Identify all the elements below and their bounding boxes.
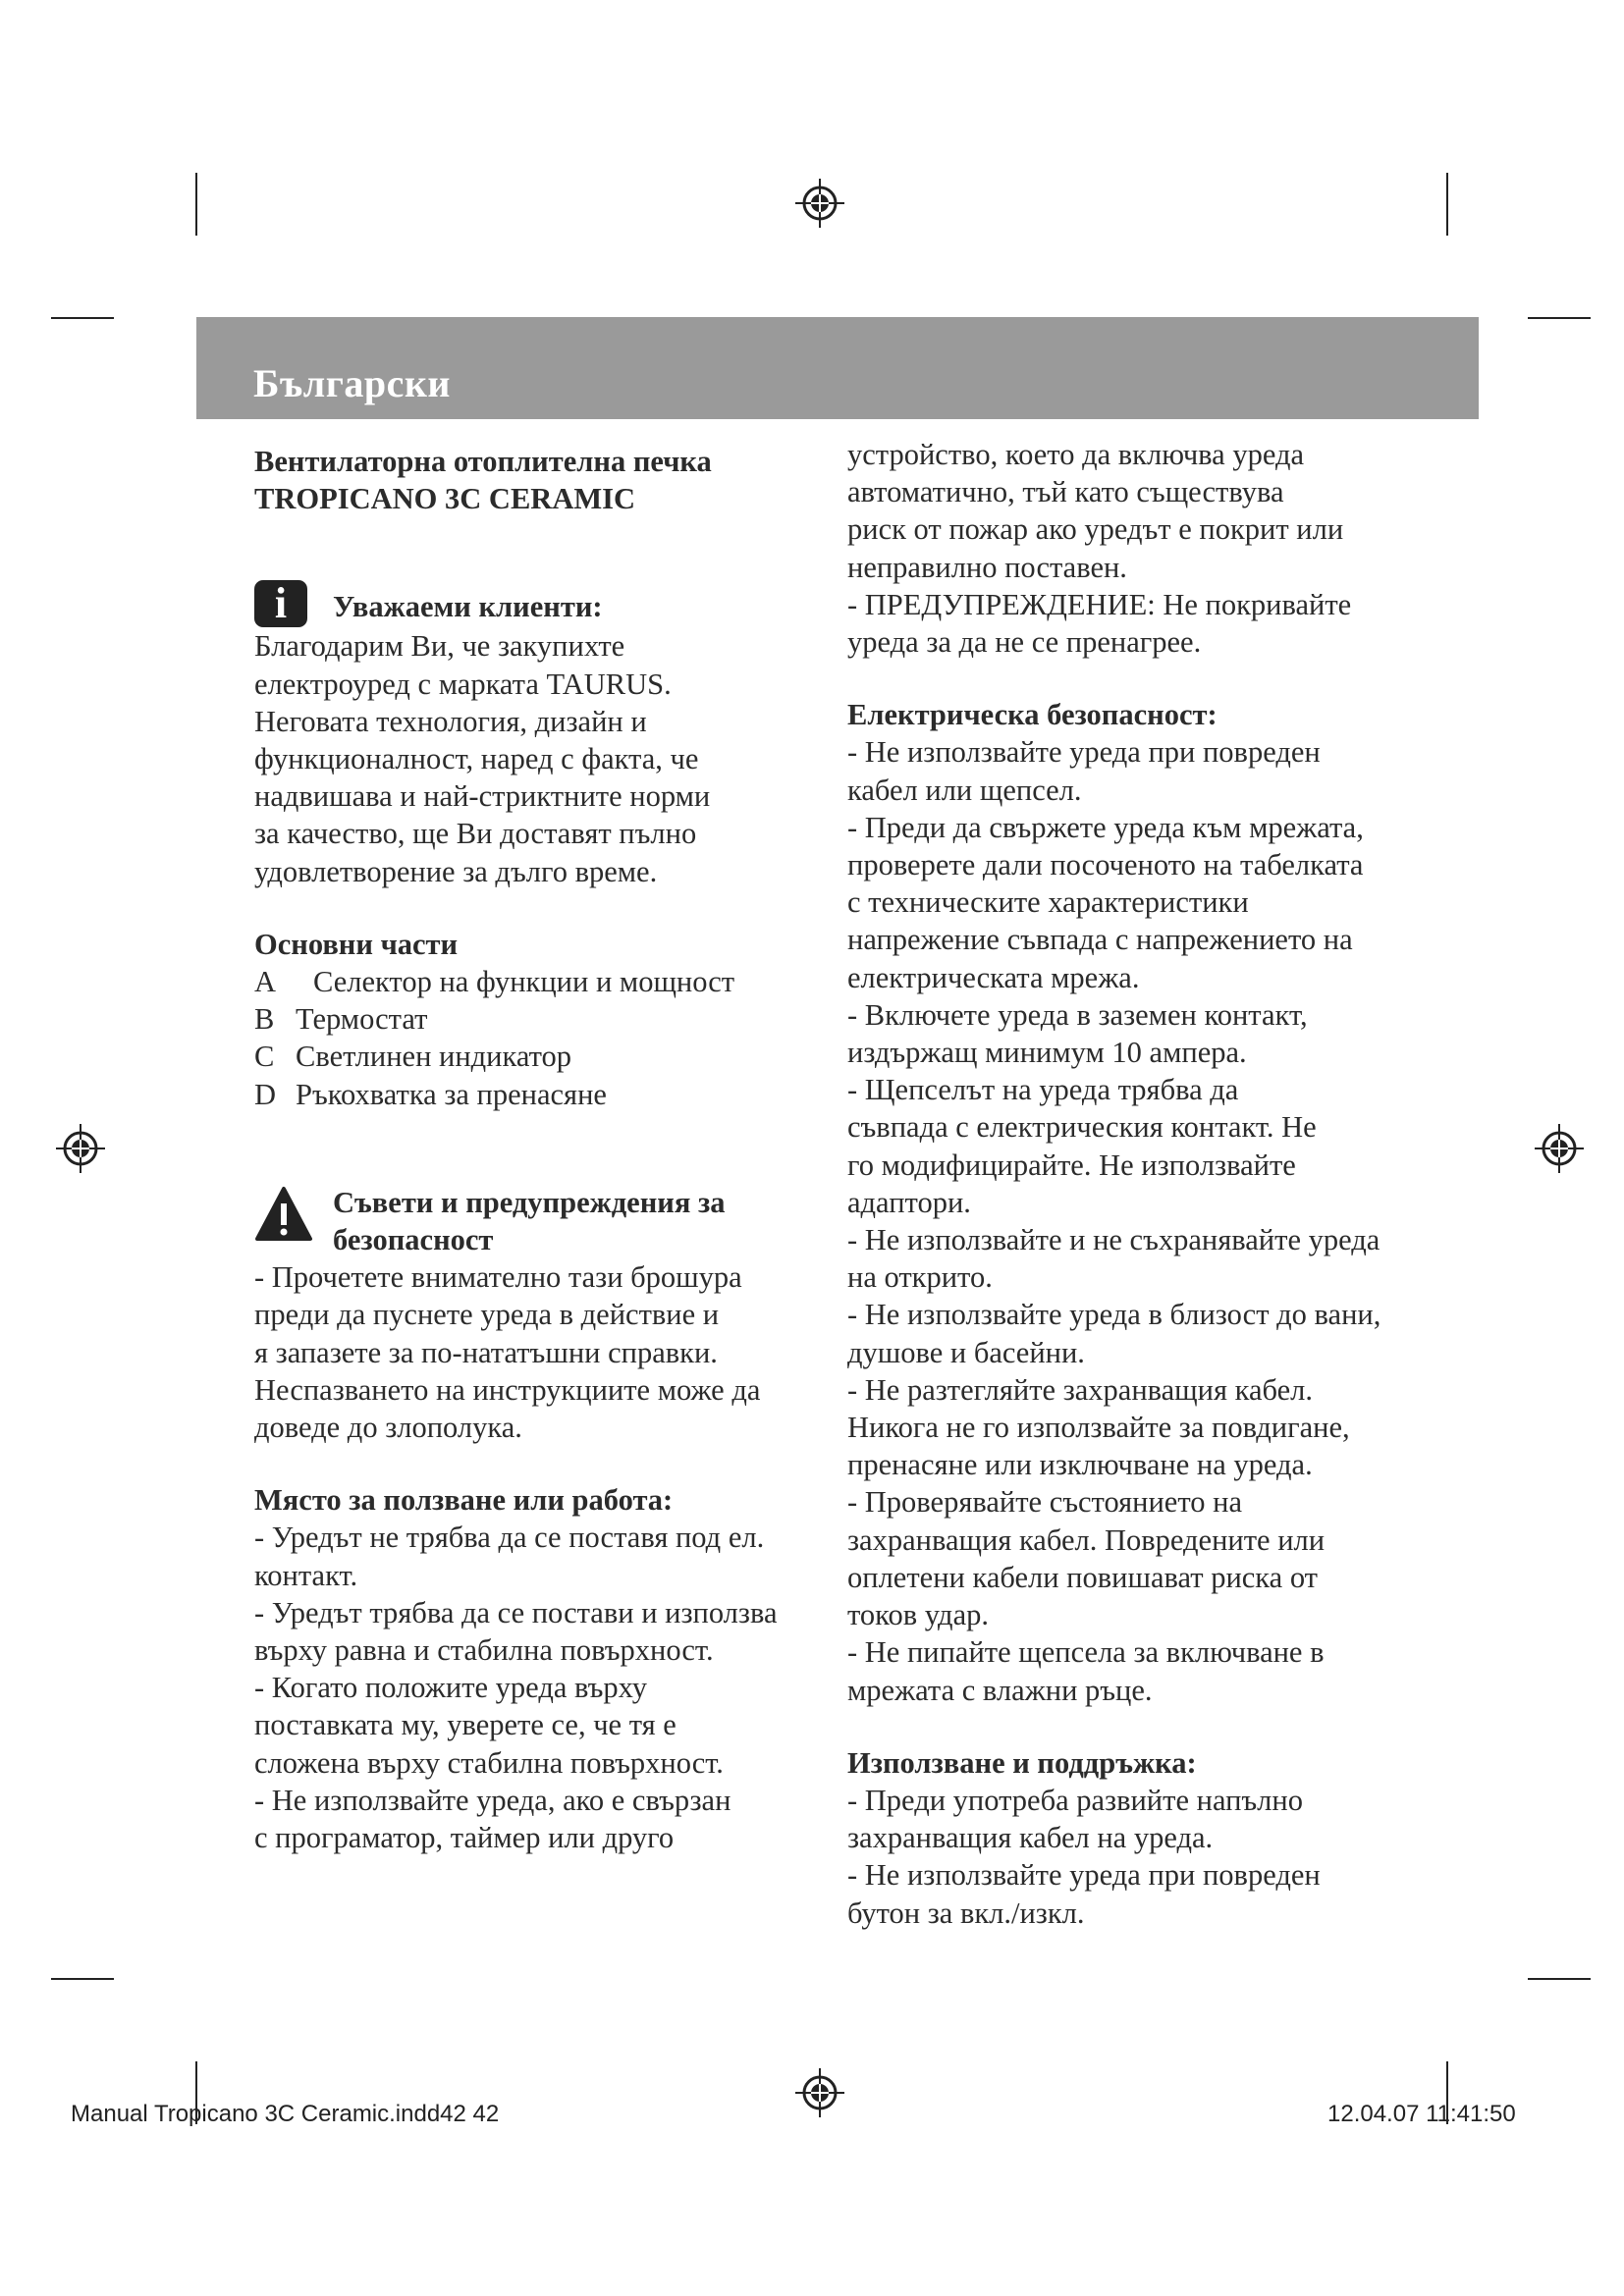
text-line: - Не използвайте уреда при повреден xyxy=(847,1858,1321,1893)
text-line: - Не използвайте уреда при повреден xyxy=(847,735,1321,770)
safety-text xyxy=(254,1258,804,1446)
part-letter: D xyxy=(254,1077,277,1111)
text-line: - Не разтегляйте захранващия кабел. xyxy=(847,1372,1314,1407)
text-line: - Уредът не трябва да се поставя под ел. xyxy=(254,1521,765,1555)
language-title: Български xyxy=(253,361,451,405)
safety-heading-cont: безопасност xyxy=(333,1223,494,1257)
text-line: за качество, ще Ви доставят пълно xyxy=(254,817,697,851)
crop-mark xyxy=(51,317,114,319)
text-line: Никога не го използвайте за повдигане, xyxy=(847,1411,1350,1445)
crop-mark xyxy=(1446,173,1448,236)
text-line: автоматично, тъй като съществува xyxy=(847,475,1284,509)
text-line: - Щепселът на уреда трябва да xyxy=(847,1073,1239,1107)
text-line: върху равна и стабилна повърхност. xyxy=(254,1633,714,1668)
registration-mark-icon xyxy=(54,1122,107,1175)
text-line: я запазете за по-нататъшни справки. xyxy=(254,1335,718,1369)
text-line: - Не използвайте и не съхранявайте уреда xyxy=(847,1223,1380,1257)
text-line: - Не използвайте уреда, ако е свързан xyxy=(254,1783,731,1817)
crop-mark xyxy=(1528,1978,1591,1980)
customers-text xyxy=(254,627,804,889)
text-line: го модифицирайте. Не използвайте xyxy=(847,1148,1296,1182)
text-line: проверете дали посоченото на табелката xyxy=(847,848,1364,882)
product-model: TROPICANO 3C CERAMIC xyxy=(254,482,636,516)
text-line: издържащ минимум 10 ампера. xyxy=(847,1036,1247,1070)
text-line: неправилно поставен. xyxy=(847,550,1127,584)
info-icon: i xyxy=(254,580,307,627)
text-line: - Не използвайте уреда в близост до вани, xyxy=(847,1298,1381,1332)
text-line: доведе до злополука. xyxy=(254,1411,522,1445)
text-line: напрежение съвпада с напрежението на xyxy=(847,923,1353,957)
place-text xyxy=(254,1519,804,1856)
text-line: на открито. xyxy=(847,1260,993,1295)
crop-mark xyxy=(195,173,197,236)
text-line: - Преди употреба развийте напълно xyxy=(847,1783,1303,1817)
text-line: кабел или щепсел. xyxy=(847,773,1082,807)
text-line: с програматор, таймер или друго xyxy=(254,1821,675,1855)
text-line: мрежата с влажни ръце. xyxy=(847,1673,1153,1707)
part-text: Термостат xyxy=(296,1002,428,1037)
part-text: Ръкохватка за пренасяне xyxy=(296,1077,607,1111)
text-line: уреда за да не се пренагрее. xyxy=(847,625,1202,660)
parts-heading: Основни части xyxy=(254,927,459,961)
crop-mark xyxy=(1528,317,1591,319)
text-line: - Уредът трябва да се постави и използва xyxy=(254,1595,778,1629)
text-line: захранващия кабел на уреда. xyxy=(847,1821,1214,1855)
text-line: адаптори. xyxy=(847,1185,971,1219)
electrical-text xyxy=(847,733,1397,1708)
customers-heading-row xyxy=(254,579,804,628)
text-line: Благодарим Ви, че закупихте xyxy=(254,629,625,664)
part-letter: A xyxy=(254,965,277,999)
text-line: бутон за вкл./изкл. xyxy=(847,1896,1085,1930)
text-line: - Преди да свържете уреда към мрежата, xyxy=(847,810,1364,844)
part-text: Селектор на функции и мощност xyxy=(313,965,735,999)
registration-mark-icon xyxy=(793,177,846,230)
safety-heading-row xyxy=(254,1184,804,1258)
product-title: Вентилаторна отоплителна печка xyxy=(254,445,712,478)
text-line: душове и басейни. xyxy=(847,1335,1085,1369)
list-item xyxy=(254,1038,804,1075)
warning-icon xyxy=(254,1186,313,1243)
text-line: Неговата технология, дизайн и xyxy=(254,704,647,738)
text-line: с техническите характеристики xyxy=(847,885,1249,920)
text-line: - Включете уреда в заземен контакт, xyxy=(847,997,1308,1032)
text-line: захранващия кабел. Повредените или xyxy=(847,1522,1326,1557)
part-letter: B xyxy=(254,1002,275,1037)
text-line: контакт. xyxy=(254,1558,358,1592)
list-item xyxy=(254,1076,804,1113)
text-line: електроуред с марката TAURUS. xyxy=(254,667,672,701)
footer-filename: Manual Tropicano 3C Ceramic.indd42 42 xyxy=(71,2101,500,2127)
text-line: - Не пипайте щепсела за включване в xyxy=(847,1635,1325,1670)
usage-heading: Използване и поддръжка: xyxy=(847,1745,1197,1780)
text-line: риск от пожар ако уредът е покрит или xyxy=(847,512,1344,547)
list-item xyxy=(254,1000,804,1038)
registration-mark-icon xyxy=(793,2066,846,2119)
usage-text xyxy=(847,1782,1397,1932)
text-line: - Проверявайте състоянието на xyxy=(847,1485,1243,1520)
text-line: Неспазването на инструкциите може да xyxy=(254,1372,761,1407)
text-line: удовлетворение за дълго време. xyxy=(254,854,658,888)
text-line: сложена върху стабилна повърхност. xyxy=(254,1745,724,1780)
text-line: съвпада с електрическия контакт. Не xyxy=(847,1110,1317,1145)
parts-list xyxy=(254,963,804,1113)
registration-mark-icon xyxy=(1533,1122,1586,1175)
text-line: електрическата мрежа. xyxy=(847,960,1140,994)
left-column xyxy=(254,443,804,1856)
part-text: Светлинен индикатор xyxy=(296,1040,572,1074)
language-header xyxy=(196,317,1479,419)
text-line: токов удар. xyxy=(847,1598,989,1632)
text-line: преди да пуснете уреда в действие и xyxy=(254,1298,720,1332)
text-line: устройство, което да включва уреда xyxy=(847,438,1305,471)
text-line: - ПРЕДУПРЕЖДЕНИЕ: Не покривайте xyxy=(847,587,1352,621)
right-intro-text xyxy=(847,436,1397,661)
text-line: - Прочетете внимателно тази брошура xyxy=(254,1260,742,1295)
text-line: оплетени кабели повишават риска от xyxy=(847,1560,1319,1594)
crop-mark xyxy=(51,1978,114,1980)
place-heading: Място за ползване или работа: xyxy=(254,1483,674,1518)
footer-datetime: 12.04.07 11:41:50 xyxy=(1327,2101,1516,2127)
list-item xyxy=(254,963,804,1000)
text-line: - Когато положите уреда върху xyxy=(254,1671,647,1705)
text-line: поставката му, уверете се, че тя е xyxy=(254,1708,677,1742)
safety-heading: Съвети и предупреждения за xyxy=(333,1185,726,1219)
text-line: надвишава и най-стриктните норми xyxy=(254,779,711,814)
electrical-heading: Електрическа безопасност: xyxy=(847,698,1218,732)
part-letter: C xyxy=(254,1040,275,1074)
customers-heading: Уважаеми клиенти: xyxy=(333,590,603,624)
right-column xyxy=(847,436,1397,1932)
text-line: пренасяне или изключване на уреда. xyxy=(847,1448,1313,1482)
text-line: функционалност, наред с факта, че xyxy=(254,742,699,776)
